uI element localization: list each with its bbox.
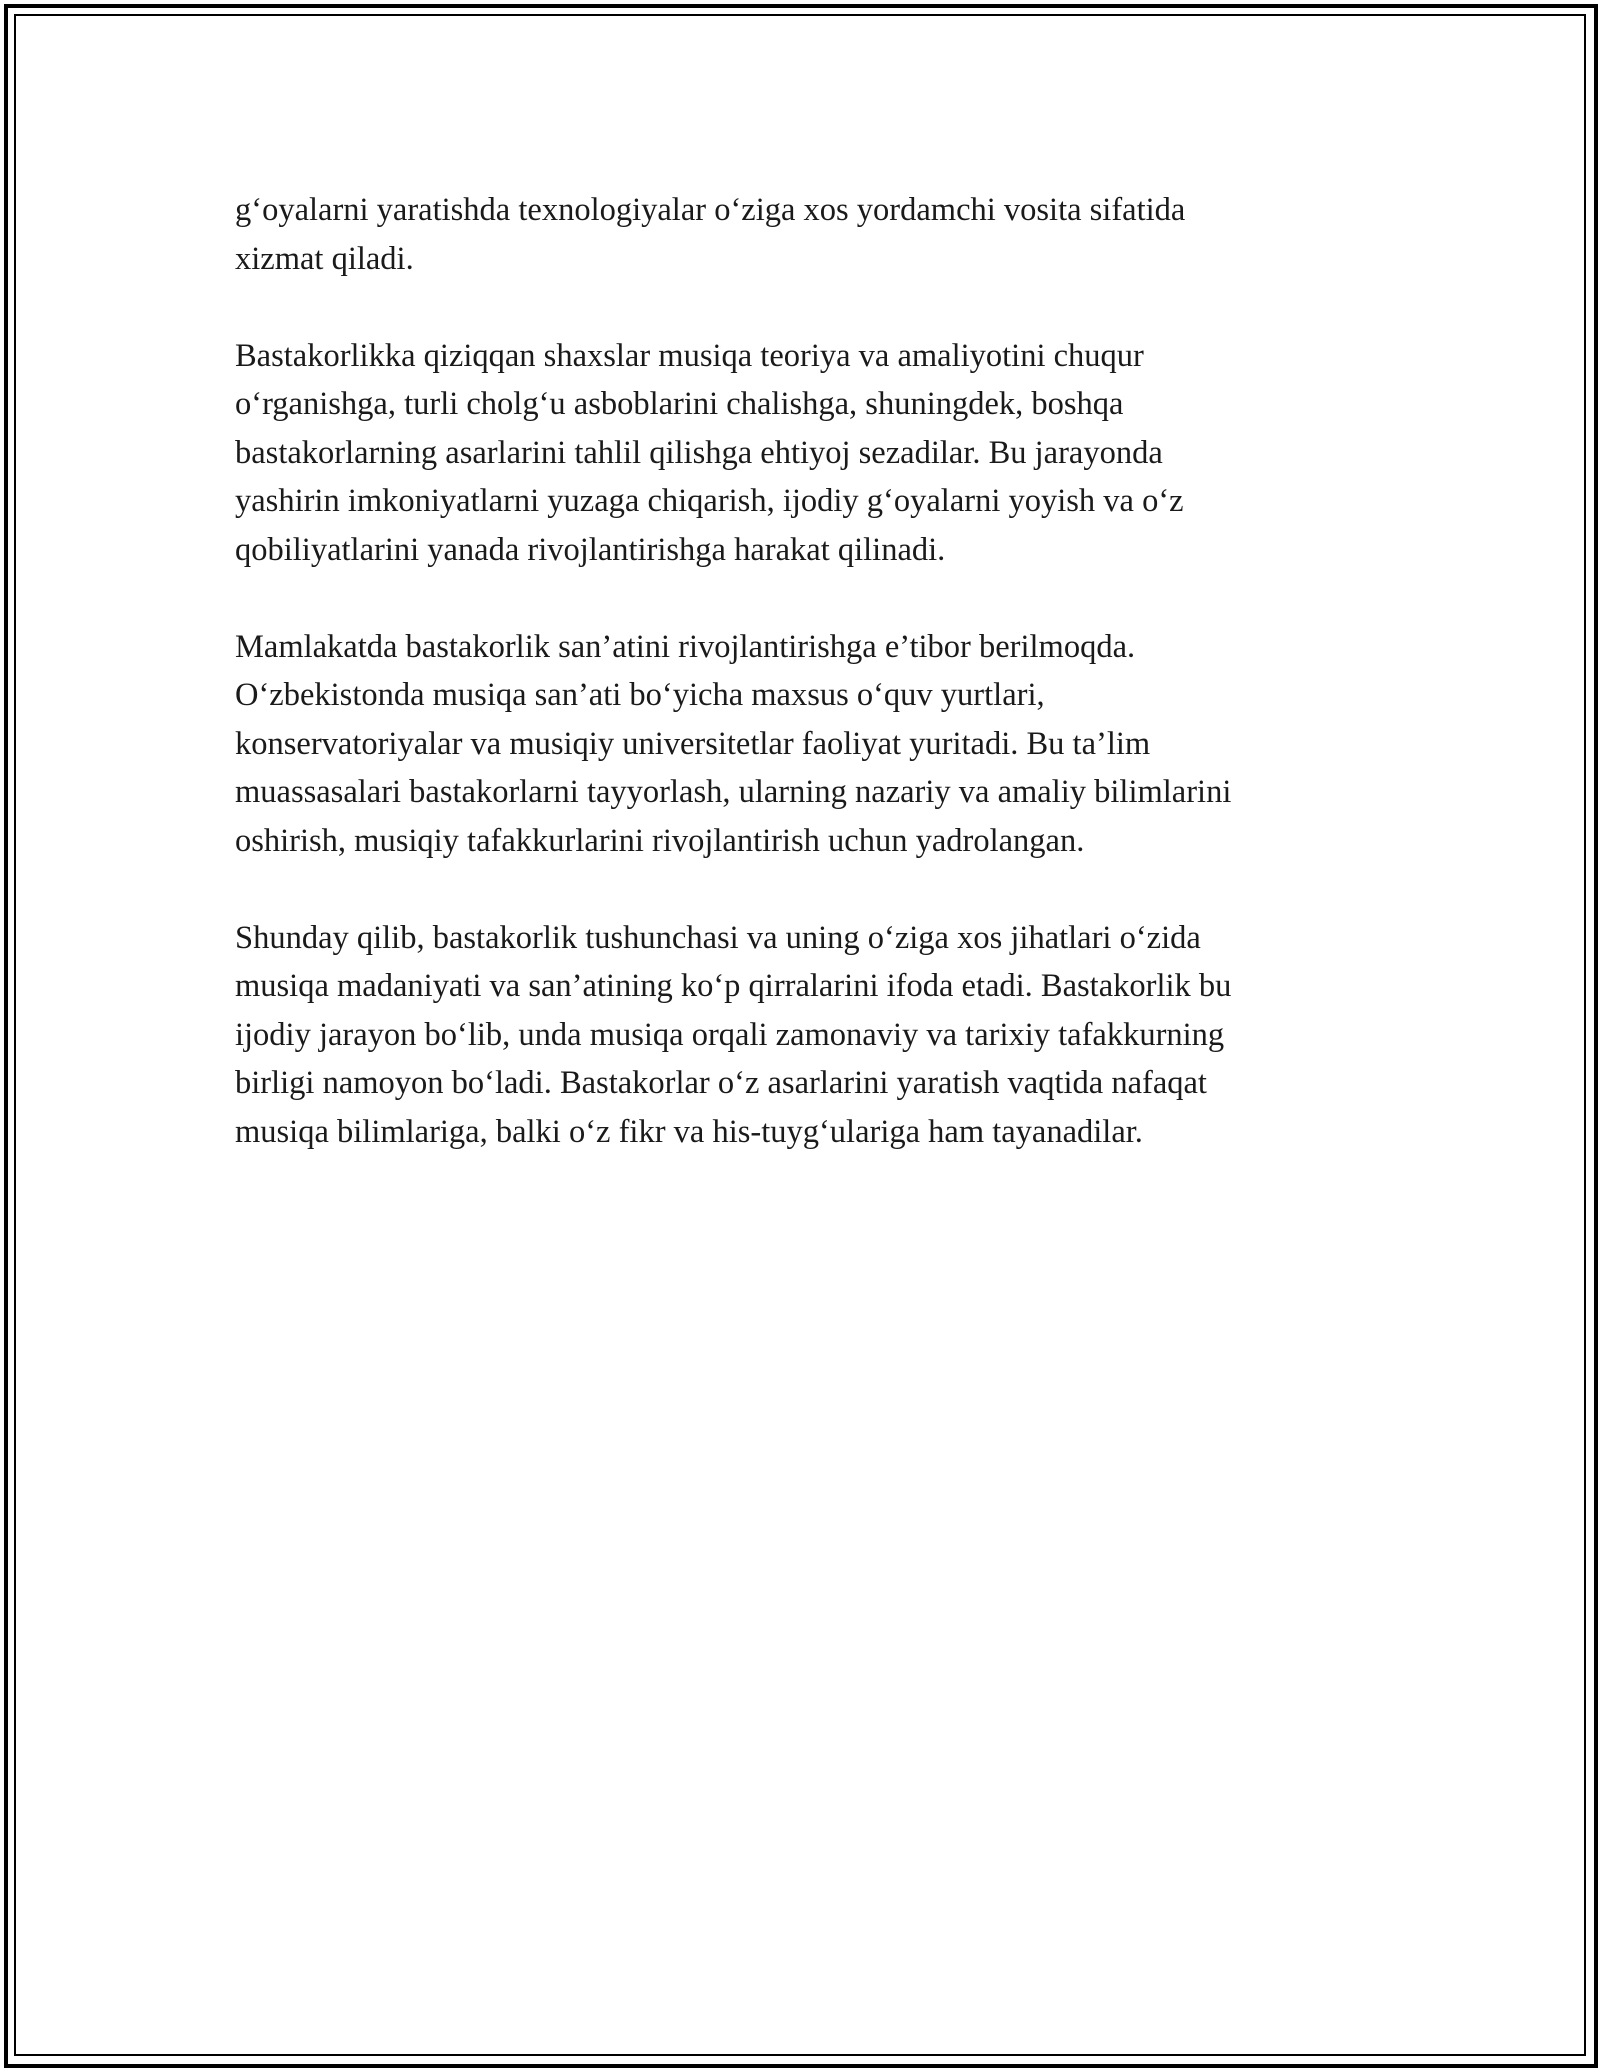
paragraph-3 [235, 623, 1365, 866]
text-line: O‘zbekistonda musiqa san’ati bo‘yicha maxsus o‘quv yurtlari, [235, 677, 1045, 713]
text-line: qobiliyatlarini yanada rivojlantirishga harakat qilinadi. [235, 531, 946, 568]
text-line: bastakorlarning asarlarini tahlil qilishga ehtiyoj sezadilar. Bu jarayonda [235, 434, 1163, 471]
paragraph-4 [235, 914, 1365, 1157]
document-body [235, 186, 1365, 1205]
text-line: g‘oyalarni yaratishda texnologiyalar o‘ziga xos yordamchi vosita sifatida [235, 192, 1186, 228]
text-line: muassasalari bastakorlarni tayyorlash, ularning nazariy va amaliy bilimlarini [235, 774, 1232, 810]
paragraph-1 [235, 186, 1365, 283]
text-line: birligi namoyon bo‘ladi. Bastakorlar o‘z asarlarini yaratish vaqtida nafaqat [235, 1065, 1207, 1101]
text-line: musiqa bilimlariga, balki o‘z fikr va his-tuyg‘ulariga ham tayanadilar. [235, 1113, 1143, 1150]
text-line: Mamlakatda bastakorlik san’atini rivojlantirishga e’tibor berilmoqda. [235, 628, 1136, 665]
text-line: ijodiy jarayon bo‘lib, unda musiqa orqali zamonaviy va tarixiy tafakkurning [235, 1016, 1225, 1053]
text-line: Bastakorlikka qiziqqan shaxslar musiqa teoriya va amaliyotini chuqur [235, 337, 1144, 374]
text-line: konservatoriyalar va musiqiy universitetlar faoliyat yuritadi. Bu ta’lim [235, 725, 1151, 762]
text-line: musiqa madaniyati va san’atining ko‘p qirralarini ifoda etadi. Bastakorlik bu [235, 968, 1232, 1004]
paragraph-2 [235, 332, 1365, 575]
text-line: Shunday qilib, bastakorlik tushunchasi va uning o‘ziga xos jihatlari o‘zida [235, 919, 1201, 956]
text-line: oshirish, musiqiy tafakkurlarini rivojlantirish uchun yadrolangan. [235, 822, 1085, 859]
text-line: o‘rganishga, turli cholg‘u asboblarini chalishga, shuningdek, boshqa [235, 386, 1124, 422]
text-line: xizmat qiladi. [235, 240, 414, 277]
text-line: yashirin imkoniyatlarni yuzaga chiqarish, ijodiy g‘oyalarni yoyish va o‘z [235, 483, 1184, 519]
